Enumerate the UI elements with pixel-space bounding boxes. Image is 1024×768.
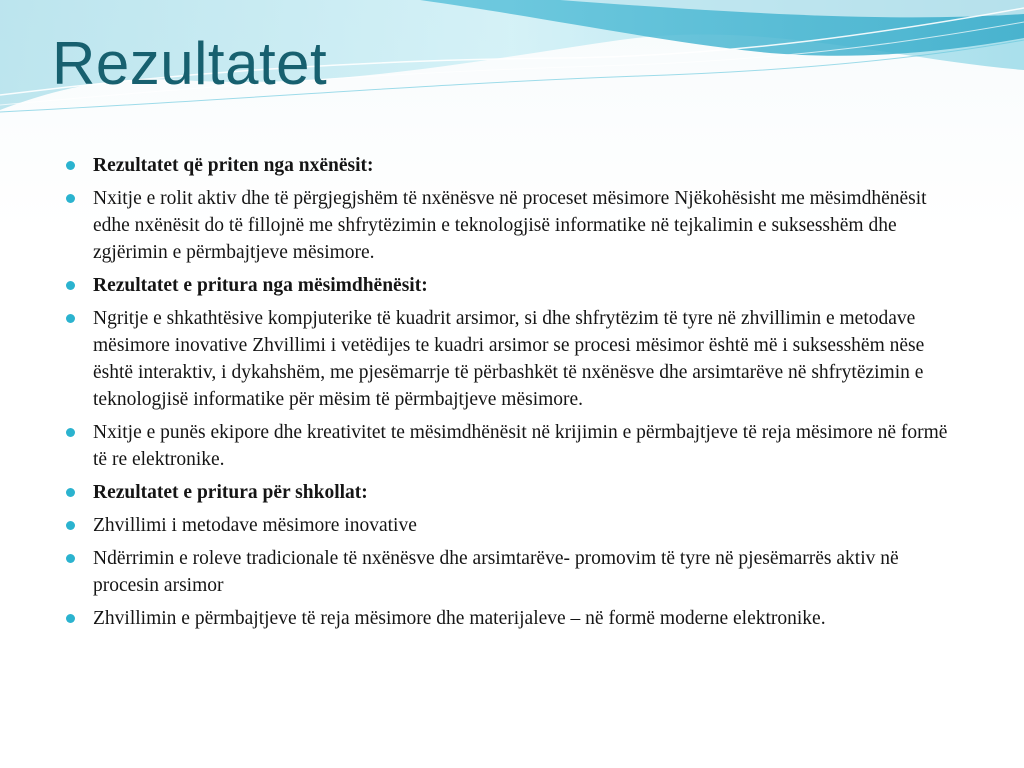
slide-title: Rezultatet: [52, 30, 328, 97]
bullet-text: Rezultatet e pritura nga mësimdhënësit:: [93, 275, 428, 296]
bullet-dot-icon: [66, 314, 75, 323]
bullet-dot-icon: [66, 488, 75, 497]
bullet-dot-icon: [66, 521, 75, 530]
bullet-item: [66, 305, 966, 413]
bullet-text: Zhvillimi i metodave mësimore inovative: [93, 515, 417, 536]
bullet-item: [66, 545, 966, 599]
bullet-item: [66, 185, 966, 266]
bullet-text: Ngritje e shkathtësive kompjuterike të kuadrit arsimor, si dhe shfrytëzim të tyre në zhvillimin e metodave mësimore inovative Zhvillimi i vetëdijes te kuadri arsimor se procesi mësimor është më i suksesshëm nëse është interaktiv, i dykahshëm, me pjesëmarrje të përbashkët të nxënësve dhe arsimtarëve në shfrytëzimin e teknologjisë informatike për mësim të përmbajtjeve mësimore.: [93, 308, 925, 410]
bullet-text: Zhvillimin e përmbajtjeve të reja mësimore dhe materijaleve – në formë moderne elektronike.: [93, 608, 826, 629]
bullet-text: Nxitje e punës ekipore dhe kreativitet te mësimdhënësit në krijimin e përmbajtjeve të reja mësimore në formë të re elektronike.: [93, 422, 948, 470]
bullet-dot-icon: [66, 428, 75, 437]
bullet-item: [66, 605, 966, 632]
bullet-item: [66, 152, 966, 179]
bullet-item: [66, 419, 966, 473]
bullet-text: Rezultatet që priten nga nxënësit:: [93, 155, 374, 176]
bullet-dot-icon: [66, 194, 75, 203]
bullet-dot-icon: [66, 554, 75, 563]
bullet-item: [66, 512, 966, 539]
bullet-item: [66, 272, 966, 299]
bullet-text: Rezultatet e pritura për shkollat:: [93, 482, 368, 503]
bullet-text: Ndërrimin e roleve tradicionale të nxënësve dhe arsimtarëve- promovim të tyre në pjesëmarrës aktiv në procesin arsimor: [93, 548, 899, 596]
bullet-dot-icon: [66, 161, 75, 170]
bullet-text: Nxitje e rolit aktiv dhe të përgjegjshëm të nxënësve në proceset mësimore Njëkohësisht me mësimdhënësit edhe nxënësit do të fillojnë me shfrytëzimin e teknologjisë informatike në tejkalimin e suksesshëm dhe zgjërimin e përmbajtjeve mësimore.: [93, 188, 927, 263]
bullet-list: [66, 152, 966, 638]
bullet-dot-icon: [66, 281, 75, 290]
bullet-item: [66, 479, 966, 506]
bullet-dot-icon: [66, 614, 75, 623]
